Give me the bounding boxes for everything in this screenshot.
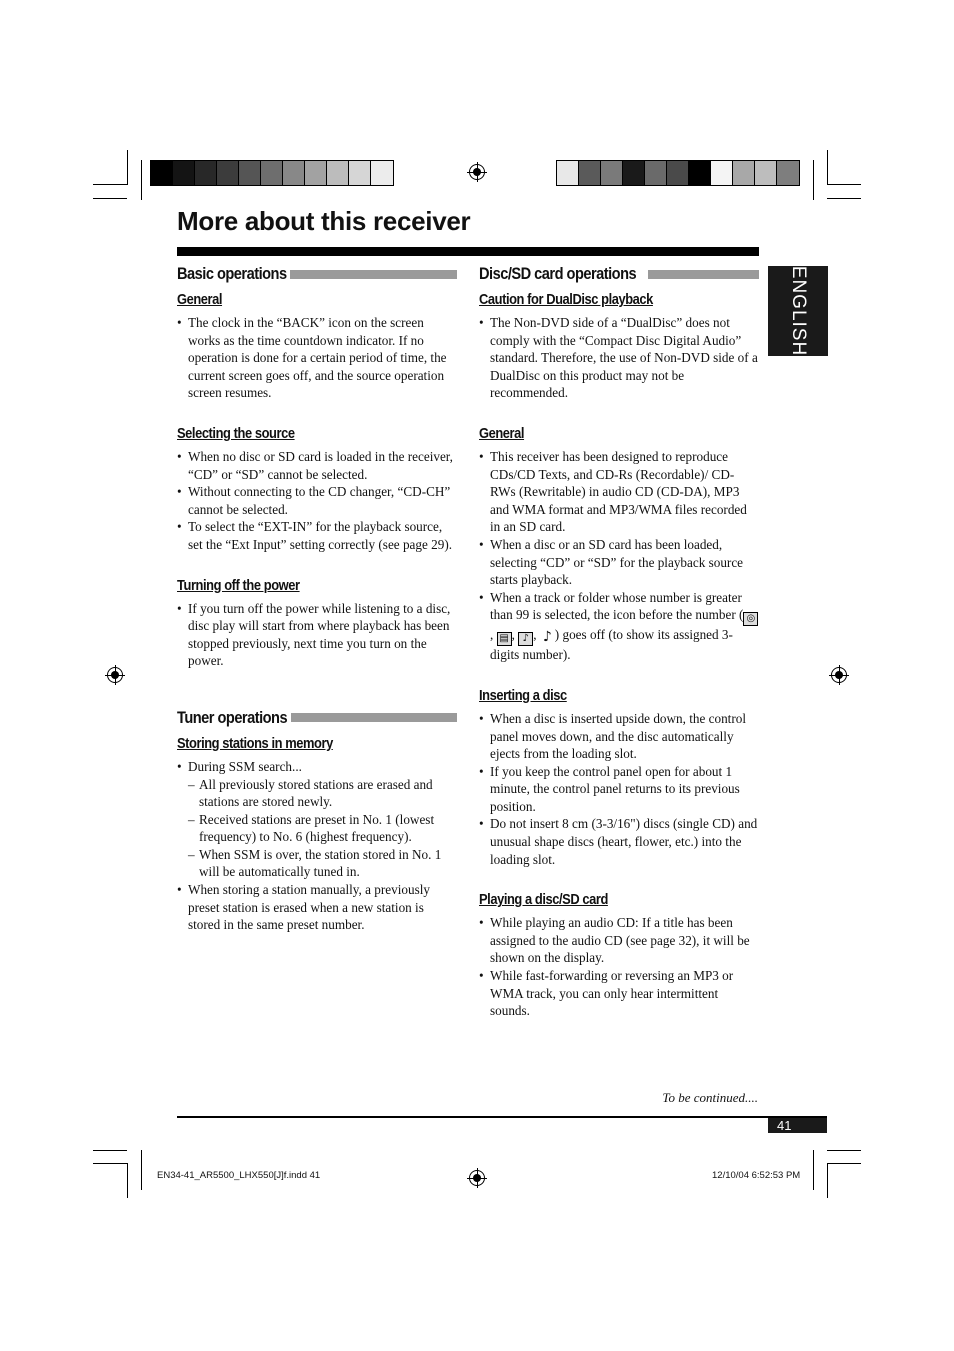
section-heading-bar [291,713,457,722]
bullet-list [177,448,457,554]
bullet-list [479,448,759,664]
subheading-caution-dualdisc: Caution for DualDisc playback [479,291,653,308]
list-item: – All previously stored stations are erased and stations are stored newly. [177,776,457,811]
registration-mark-icon [107,667,123,683]
page-title: More about this receiver [177,206,471,236]
title-rule [177,247,759,256]
subheading-turning-off-power: Turning off the power [177,576,300,594]
bullet-list [177,758,457,776]
list-item: • If you turn off the power while listening to a disc, disc play will start from where playback has been stopped previously, next time you turn on the power. [177,600,457,670]
to-be-continued: To be continued.... [662,1090,758,1105]
footer-rule [177,1116,827,1118]
color-swatch [623,161,645,185]
color-swatch-bar-right [556,160,800,186]
color-swatch [755,161,777,185]
right-column [479,262,759,1020]
slug-timestamp: 12/10/04 6:52:53 PM [712,1170,801,1181]
registration-mark-icon [831,667,847,683]
section-heading: Disc/SD card operations [479,264,637,283]
list-item: • To select the “EXT-IN” for the playback source, set the “Ext Input” setting correctly (see page 29). [177,518,457,553]
color-swatch [261,161,283,185]
subheading-inserting-disc: Inserting a disc [479,686,567,704]
page-number: 41 [768,1118,827,1133]
color-swatch [305,161,327,185]
color-swatch [195,161,217,185]
bullet-list [479,914,759,1020]
list-item: • The Non-DVD side of a “DualDisc” does not comply with the “Compact Disc Digital Audio” standard. Therefore, the use of Non-DVD side of a DualDisc on this product may not be recommended. [479,314,759,402]
list-item: • When no disc or SD card is loaded in the receiver, “CD” or “SD” cannot be selected. [177,448,457,483]
color-swatch-bar-left [150,160,394,186]
bullet-list [479,710,759,868]
section-basic-operations [177,262,457,286]
color-swatch [283,161,305,185]
bullet-list [177,600,457,670]
list-item: • When storing a station manually, a previously preset station is erased when a new station is stored in the same preset number. [177,881,457,934]
section-tuner-operations [177,706,457,730]
list-item: • While playing an audio CD: If a title has been assigned to the audio CD (see page 32), it will be shown on the display. [479,914,759,967]
disc-icon: ◎ [743,612,758,626]
list-item: • While fast-forwarding or reversing an MP3 or WMA track, you can only hear intermittent sounds. [479,967,759,1020]
list-item: • The clock in the “BACK” icon on the screen works as the time countdown indicator. If no operation is done for a certain period of time, the current screen goes off, and the source operation screen resumes. [177,314,457,402]
list-item: • When a disc or an SD card has been loaded, selecting “CD” or “SD” for the playback source starts playback. [479,536,759,589]
section-heading-bar [290,270,457,279]
section-disc-sd-operations [479,262,759,286]
bullet-list [177,314,457,402]
color-swatch [689,161,711,185]
color-swatch [601,161,623,185]
list-item: • Without connecting to the CD changer, “CD-CH” cannot be selected. [177,483,457,518]
bullet-list [479,314,759,402]
registration-mark-icon [469,1170,485,1186]
list-item: • During SSM search... [177,758,457,776]
list-item: • Do not insert 8 cm (3-3/16") discs (single CD) and unusual shape discs (heart, flower, etc.) into the loading slot. [479,815,759,868]
list-item: • This receiver has been designed to reproduce CDs/CD Texts, and CD-Rs (Recordable)/ CD-RWs (Rewritable) in audio CD (CD-DA), MP3 and WMA format and MP3/WMA files recorded in an SD card. [479,448,759,536]
list-item [479,589,759,664]
color-swatch [667,161,689,185]
list-item: • When a disc is inserted upside down, the control panel moves down, and the disc automatically ejects from the loading slot. [479,710,759,763]
list-item: • If you keep the control panel open for about 1 minute, the control panel returns to its previous position. [479,763,759,816]
dash-list [177,776,457,882]
subheading-storing-stations: Storing stations in memory [177,734,333,752]
color-swatch [733,161,755,185]
separator: , [511,627,519,643]
language-tab-label: ENGLISH [788,265,809,357]
list-item: – Received stations are preset in No. 1 (lowest frequency) to No. 6 (highest frequency). [177,811,457,846]
left-column [177,262,457,934]
list-item: – When SSM is over, the station stored in No. 1 will be automatically tuned in. [177,846,457,881]
list-item-text: ) goes off (to show its assigned 3-digits number). [490,627,733,663]
subheading-general: General [479,424,525,442]
color-swatch [173,161,195,185]
track-note-icon: ♪ [540,631,555,645]
bullet-list [177,881,457,934]
section-heading: Basic operations [177,264,287,283]
color-swatch [239,161,261,185]
color-swatch [777,161,799,185]
color-swatch [371,161,393,185]
registration-mark-icon [469,164,485,180]
color-swatch [711,161,733,185]
language-tab [768,266,828,356]
separator: , [533,627,540,643]
color-swatch [151,161,173,185]
color-swatch [217,161,239,185]
separator: , [490,627,497,643]
color-swatch [349,161,371,185]
slug-filename: EN34-41_AR5500_LHX550[J]f.indd 41 [157,1170,321,1181]
color-swatch [579,161,601,185]
music-file-icon: ♪ [518,632,533,646]
folder-icon: ▤ [497,632,512,646]
subheading-selecting-source: Selecting the source [177,424,295,442]
color-swatch [327,161,349,185]
color-swatch [645,161,667,185]
section-heading-bar [648,270,759,279]
subheading-general: General [177,291,223,308]
subheading-playing-disc: Playing a disc/SD card [479,891,608,909]
color-swatch [557,161,579,185]
section-heading: Tuner operations [177,707,288,727]
list-item-text: When a track or folder whose number is greater than 99 is selected, the icon before the number ( [490,589,744,623]
